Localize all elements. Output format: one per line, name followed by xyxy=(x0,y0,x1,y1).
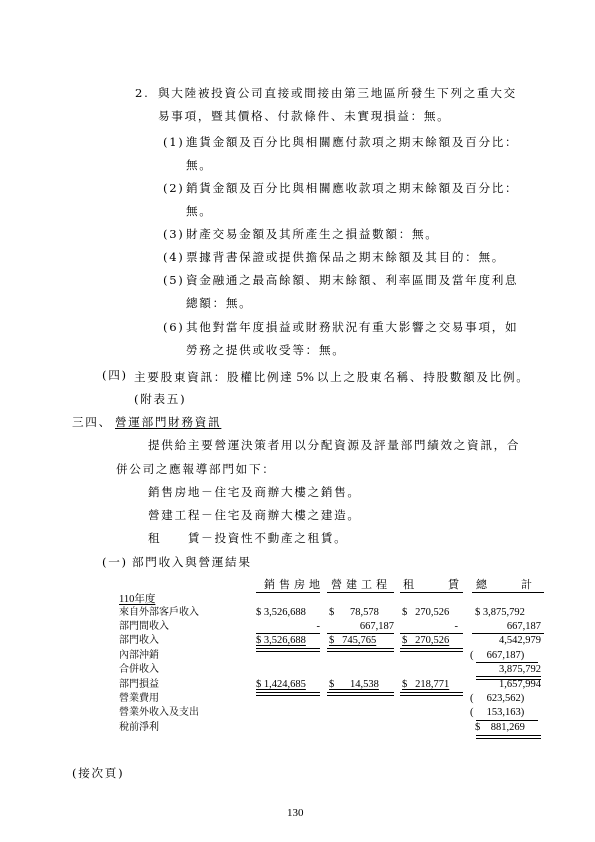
sub-item-4-text: 票據背書保證或提供擔保品之期末餘額及其目的：無。 xyxy=(186,250,506,264)
cell-profit-construction: $ 14,538 xyxy=(329,679,379,690)
item-2-line1: 與大陸被投資公司直接或間接由第三地區所發生下列之重大交 xyxy=(158,86,517,100)
row-label-elimination: 內部沖銷 xyxy=(119,650,159,661)
year-label: 110年度 xyxy=(119,594,156,605)
sub-item-6-cont: 勞務之提供或收受等：無。 xyxy=(186,343,346,357)
sub-item-1-cont: 無。 xyxy=(186,158,213,172)
sub-item-5-text: 資金融通之最高餘額、期末餘額、利率區間及當年度利息 xyxy=(186,273,519,287)
row-label-segment-profit: 部門損益 xyxy=(119,679,159,690)
segment-construction: 營建工程－住宅及商辦大樓之建造。 xyxy=(148,508,361,522)
sub-item-6-number: (6) xyxy=(163,320,185,334)
cell-pretax-total: $ 881,269 xyxy=(475,722,525,733)
row-label-segment-revenue: 部門收入 xyxy=(119,635,159,646)
header-total: 總 計 xyxy=(476,578,536,591)
cell-consolidated-total: 3,875,792 xyxy=(499,664,541,675)
appendix-ref: (附表五) xyxy=(134,392,187,406)
cell-intersegment-leasing: - xyxy=(454,621,458,632)
cell-external-sales: $ 3,526,688 xyxy=(256,607,306,618)
cell-nonop-total: ( 153,163) xyxy=(470,707,525,718)
cell-profit-leasing: $ 218,771 xyxy=(402,679,450,690)
cell-external-total: $ 3,875,792 xyxy=(475,607,525,618)
section-34-para-line1: 提供給主要營運決策者用以分配資源及評量部門績效之資訊，合 xyxy=(148,438,521,452)
item-2-line2: 易事項，暨其價格、付款條件、未實現損益：無。 xyxy=(158,109,451,123)
subsection-1-title: 部門收入與營運結果 xyxy=(132,555,252,569)
row-label-nonoperating: 營業外收入及支出 xyxy=(119,707,199,718)
header-sales: 銷售房地 xyxy=(264,578,324,591)
section-4-text-after: 以上之股東名稱、持股數額及比例。 xyxy=(316,370,530,384)
sub-item-2-number: (2) xyxy=(163,181,185,195)
section-4-text xyxy=(134,370,530,384)
cell-opex-total: ( 623,562) xyxy=(470,693,525,704)
sub-item-3-text: 財產交易金額及其所產生之損益數額：無。 xyxy=(186,227,439,241)
sub-item-1-number: (1) xyxy=(163,135,185,149)
continued-note: (接次頁) xyxy=(72,766,125,780)
item-2-number: 2. xyxy=(135,86,150,100)
cell-intersegment-sales: - xyxy=(316,621,320,632)
sub-item-2-text: 銷貨金額及百分比與相關應收款項之期末餘額及百分比： xyxy=(186,181,519,195)
row-label-external-revenue: 來自外部客戶收入 xyxy=(119,607,199,618)
cell-intersegment-total: 667,187 xyxy=(506,621,541,632)
subsection-1-number: (一) xyxy=(102,555,128,569)
cell-profit-sales: $ 1,424,685 xyxy=(256,679,306,690)
cell-elimination-total: ( 667,187) xyxy=(470,650,525,661)
sub-item-6-text: 其他對當年度損益或財務狀況有重大影響之交易事項，如 xyxy=(186,320,519,334)
row-label-pretax-income: 稅前淨利 xyxy=(119,722,159,733)
cell-external-construction: $ 78,578 xyxy=(329,607,379,618)
sub-item-2-cont: 無。 xyxy=(186,204,213,218)
section-34-heading: 營運部門財務資訊 xyxy=(115,415,222,429)
header-construction: 營建工程 xyxy=(331,578,391,591)
segment-sales: 銷售房地－住宅及商辦大樓之銷售。 xyxy=(148,485,361,499)
section-34-para-line2: 併公司之應報導部門如下： xyxy=(116,462,276,476)
section-4-number: (四) xyxy=(102,368,128,382)
section-4-pct: 5% xyxy=(296,369,314,384)
cell-external-leasing: $ 270,526 xyxy=(402,607,450,618)
cell-intersegment-construction: 667,187 xyxy=(359,621,394,632)
segment-leasing: 租 賃－投資性不動產之租賃。 xyxy=(148,531,348,545)
sub-item-1-text: 進貨金額及百分比與相關應付款項之期末餘額及百分比： xyxy=(186,135,519,149)
sub-item-3-number: (3) xyxy=(163,227,185,241)
sub-item-4-number: (4) xyxy=(163,250,185,264)
row-label-operating-expense: 營業費用 xyxy=(119,693,159,704)
section-4-text-before: 主要股東資訊：股權比例達 xyxy=(134,370,294,384)
cell-segment-revenue-total: 4,542,979 xyxy=(499,635,541,646)
sub-item-5-cont: 總額：無。 xyxy=(186,296,253,310)
cell-profit-total: 1,657,994 xyxy=(499,679,541,690)
cell-segment-revenue-construction: $ 745,765 xyxy=(329,635,377,646)
page-number: 130 xyxy=(287,807,304,819)
cell-segment-revenue-leasing: $ 270,526 xyxy=(402,635,450,646)
row-label-consolidated-revenue: 合併收入 xyxy=(119,664,159,675)
row-label-intersegment-revenue: 部門間收入 xyxy=(119,621,169,632)
sub-item-5-number: (5) xyxy=(163,273,185,287)
section-34-number: 三四、 xyxy=(72,415,112,429)
header-leasing: 租 賃 xyxy=(403,578,463,591)
cell-segment-revenue-sales: $ 3,526,688 xyxy=(256,635,306,646)
